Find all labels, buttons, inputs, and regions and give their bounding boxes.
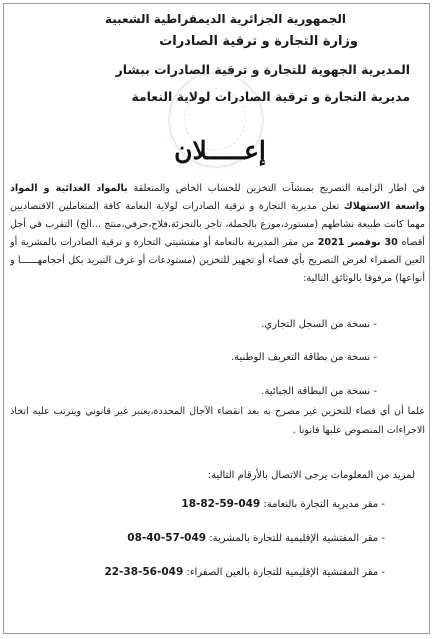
intro-bold-products: بالمواد الغذائية و المواد واسعة الاستهلاك (10, 183, 425, 212)
intro-text-2: تعلن مديرية التجارة و ترقية الصادرات لولاية النعامة كافة المتعاملين الاقتصاديين مهما كانت طبيعة نشاطهم (مستورد،موزع بالجملة، تاجر بالتجزئة،فلاح،حرفي،منتج ...الخ) التقرب في أجل أقصاه (10, 201, 425, 248)
legal-notice-paragraph: علما أن أي فضاء للتخزين غير مصرح به بعد انقضاء الآجال المحددة،يعتبر غير قانوني ويترتب عليه اتخاذ الاجراءات المنصوص عليها قانونا . (10, 406, 425, 436)
ministry-name: وزارة التجارة و ترقية الصادرات (159, 34, 358, 49)
phone-number: 18-82-59-049 (181, 498, 261, 510)
required-document-item: - نسخة من البطاقة الجبائية. (261, 386, 377, 397)
directorate-name: مديرية التجارة و ترقية الصادرات لولاية النعامة (131, 89, 410, 104)
phone-label: - مقر مديرية التجارة بالنعامة: (260, 499, 385, 510)
regional-directorate-name: المديرية الجهوية للتجارة و ترقية الصادرات ببشار (115, 62, 410, 77)
document-title: إعـــــلان (174, 136, 266, 165)
required-document-item: - نسخة من السجل التجاري. (261, 319, 377, 330)
phone-list-item (104, 566, 385, 578)
intro-text-1: في اطار الزامية التصريح بمنشآت التخزين للحساب الخاص والمتعلقة (127, 183, 425, 194)
required-document-item: - نسخة من بطاقة التعريف الوطنية. (230, 352, 377, 363)
phone-label: - مقر المفتشية الإقليمية للتجارة بالمشرية: (206, 533, 385, 544)
republic-name: الجمهورية الجزائرية الديمقراطية الشعبية (104, 12, 346, 26)
contact-intro: لمزيد من المعلومات يرجى الاتصال بالأرقام التالية: (207, 470, 415, 481)
phone-list-item (127, 532, 385, 544)
intro-text-3: من مقر المديرية بالنعامة أو مفتشيتي التجارة و ترقية الصادرات بالمشرية أو العين الصفراء لغرض التصريح بأي فضاء أو تجهيز للتخزين (مستودعات أو غرف التبريد بكل أحجامهــــــا و أنواعها) مرفوقا بالوثائق التالية: (10, 237, 425, 284)
intro-paragraph (10, 180, 425, 312)
phone-list-item (181, 498, 385, 510)
intro-deadline: 30 نوفمبر 2021 (317, 237, 398, 248)
phone-label: - مقر المفتشية الإقليمية للتجارة بالعين الصفراء: (183, 567, 385, 578)
phone-number: 08-40-57-049 (127, 532, 207, 544)
phone-number: 22-38-56-049 (104, 566, 184, 578)
